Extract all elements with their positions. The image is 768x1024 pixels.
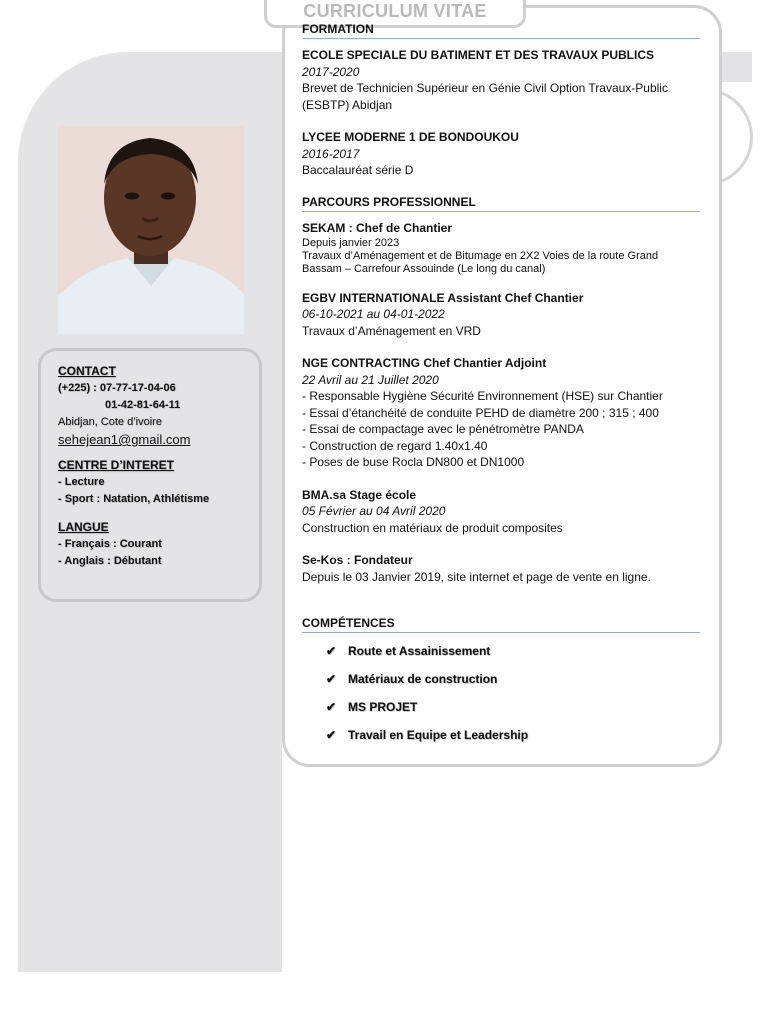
interest-item: - Lecture: [58, 476, 105, 488]
interests-heading: CENTRE D’INTERET: [58, 458, 175, 472]
check-icon: ✔: [326, 644, 337, 658]
job-title: BMA.sa Stage école: [302, 487, 417, 502]
school-dates: 2016-2017: [302, 146, 360, 161]
check-icon: ✔: [326, 728, 337, 742]
language-item: - Français : Courant: [58, 538, 162, 550]
skill-label: Travail en Equipe et Leadership: [348, 728, 529, 742]
job-title: EGBV INTERNATIONALE Assistant Chef Chantier: [302, 290, 584, 305]
formation-heading: FORMATION: [302, 22, 700, 39]
job-task: - Essai d’étanchéité de conduite PEHD de diamètre 200 ; 315 ; 400: [302, 405, 659, 420]
skill-item: [326, 672, 497, 686]
job-detail: Depuis le 03 Janvier 2019, site internet et page de vente en ligne.: [302, 569, 651, 584]
job-dates: 22 Avril au 21 Juillet 2020: [302, 372, 439, 387]
cv-title: CURRICULUM VITAE: [303, 1, 487, 21]
contact-heading: CONTACT: [58, 364, 116, 378]
city: Abidjan, Cote d’ivoire: [58, 416, 162, 428]
profile-photo: [58, 126, 244, 334]
experience-heading: PARCOURS PROFESSIONNEL: [302, 195, 700, 212]
school-name: LYCEE MODERNE 1 DE BONDOUKOU: [302, 130, 519, 144]
job-detail: Construction en matériaux de produit composites: [302, 520, 563, 535]
language-item: - Anglais : Débutant: [58, 555, 162, 567]
job-dates: 05 Février au 04 Avril 2020: [302, 504, 446, 518]
school-name: ECOLE SPECIALE DU BATIMENT ET DES TRAVAUX PUBLICS: [302, 48, 655, 62]
school-dates: 2017-2020: [302, 64, 360, 79]
job-task: - Poses de buse Rocla DN800 et DN1000: [302, 455, 525, 469]
phone-secondary: 01-42-81-64-11: [105, 399, 181, 411]
job-title: Se-Kos : Fondateur: [302, 553, 413, 567]
job-title: NGE CONTRACTING Chef Chantier Adjoint: [302, 356, 547, 370]
skills-heading: COMPÉTENCES: [302, 616, 700, 633]
skill-label: MS PROJET: [348, 700, 418, 714]
skill-label: Matériaux de construction: [348, 672, 498, 686]
school-detail: Baccalauréat série D: [302, 163, 414, 177]
skill-item: [326, 728, 528, 742]
job-task: - Essai de compactage avec le pénétromètre PANDA: [302, 422, 584, 436]
job-detail: Travaux d’Aménagement et de Bitumage en 2X2 Voies de la route Grand Bassam – Carrefour Assouinde (Le long du canal): [302, 249, 659, 275]
school-detail: Brevet de Technicien Supérieur en Génie Civil Option Travaux-Public (ESBTP) Abidjan: [302, 81, 668, 112]
skills-section: [302, 616, 700, 633]
job-dates: 06-10-2021 au 04-01-2022: [302, 307, 445, 321]
job-detail: Travaux d’Aménagement en VRD: [302, 323, 481, 338]
job-task: - Construction de regard 1.40x1.40: [302, 438, 488, 453]
skill-item: [326, 700, 417, 714]
phone-primary: (+225) : 07-77-17-04-06: [58, 382, 176, 394]
skill-item: [326, 644, 490, 658]
check-icon: ✔: [326, 672, 337, 686]
experience-section: [302, 195, 700, 585]
skill-label: Route et Assainissement: [348, 644, 491, 658]
job-title: SEKAM : Chef de Chantier: [302, 221, 453, 235]
check-icon: ✔: [326, 700, 337, 714]
job-dates: Depuis janvier 2023: [302, 236, 400, 249]
job-task: - Responsable Hygiène Sécurité Environnement (HSE) sur Chantier: [302, 389, 663, 403]
formation-section: [302, 22, 700, 179]
language-heading: LANGUE: [58, 520, 109, 534]
email-link[interactable]: sehejean1@gmail.com: [58, 432, 191, 447]
interest-item: - Sport : Natation, Athlétisme: [58, 493, 210, 505]
